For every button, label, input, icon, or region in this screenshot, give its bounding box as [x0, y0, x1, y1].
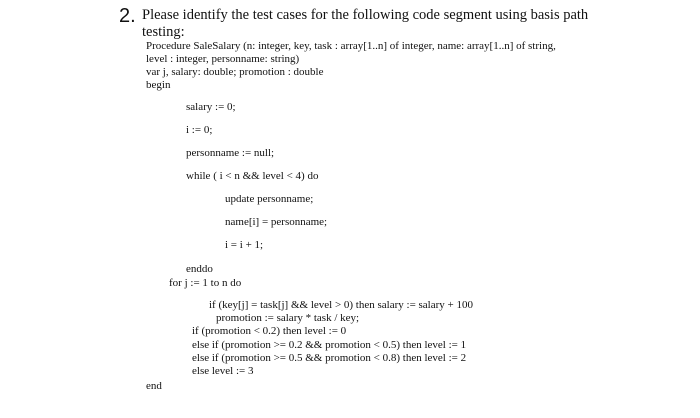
code-line-if-promotion: if (promotion < 0.2) then level := 0 [192, 325, 347, 337]
code-line-if-key: if (key[j] = task[j] && level > 0) then salary := salary + 100 [209, 299, 473, 311]
code-line-for-head: for j := 1 to n do [169, 277, 242, 289]
code-line-else-if-2: else if (promotion >= 0.5 && promotion < 0.8) then level := 2 [192, 352, 467, 364]
code-line-enddo: enddo [186, 263, 213, 275]
code-line-else-last: else level := 3 [192, 365, 254, 377]
code-line-name-assign: name[i] = personname; [225, 216, 328, 228]
code-line-promotion-assign: promotion := salary * task / key; [216, 312, 360, 324]
code-line-salary-init: salary := 0; [186, 101, 236, 113]
question-number: 2. [119, 5, 136, 27]
question-text-line-1: Please identify the test cases for the following code segment using basis path [142, 7, 589, 23]
var-declaration: var j, salary: double; promotion : double [146, 66, 324, 78]
procedure-header-line-2: level : integer, personname: string) [146, 53, 300, 65]
question-text-line-2: testing: [142, 24, 185, 40]
begin-keyword: begin [146, 79, 171, 91]
code-line-else-if-1: else if (promotion >= 0.2 && promotion < 0.5) then level := 1 [192, 339, 467, 351]
code-line-update: update personname; [225, 193, 314, 205]
code-line-increment: i = i + 1; [225, 239, 264, 251]
code-line-while-head: while ( i < n && level < 4) do [186, 170, 319, 182]
end-keyword: end [146, 380, 162, 392]
procedure-header-line-1: Procedure SaleSalary (n: integer, key, task : array[1..n] of integer, name: array[1..n] of string, [146, 40, 556, 52]
code-line-personname-init: personname := null; [186, 147, 275, 159]
code-line-i-init: i := 0; [186, 124, 213, 136]
